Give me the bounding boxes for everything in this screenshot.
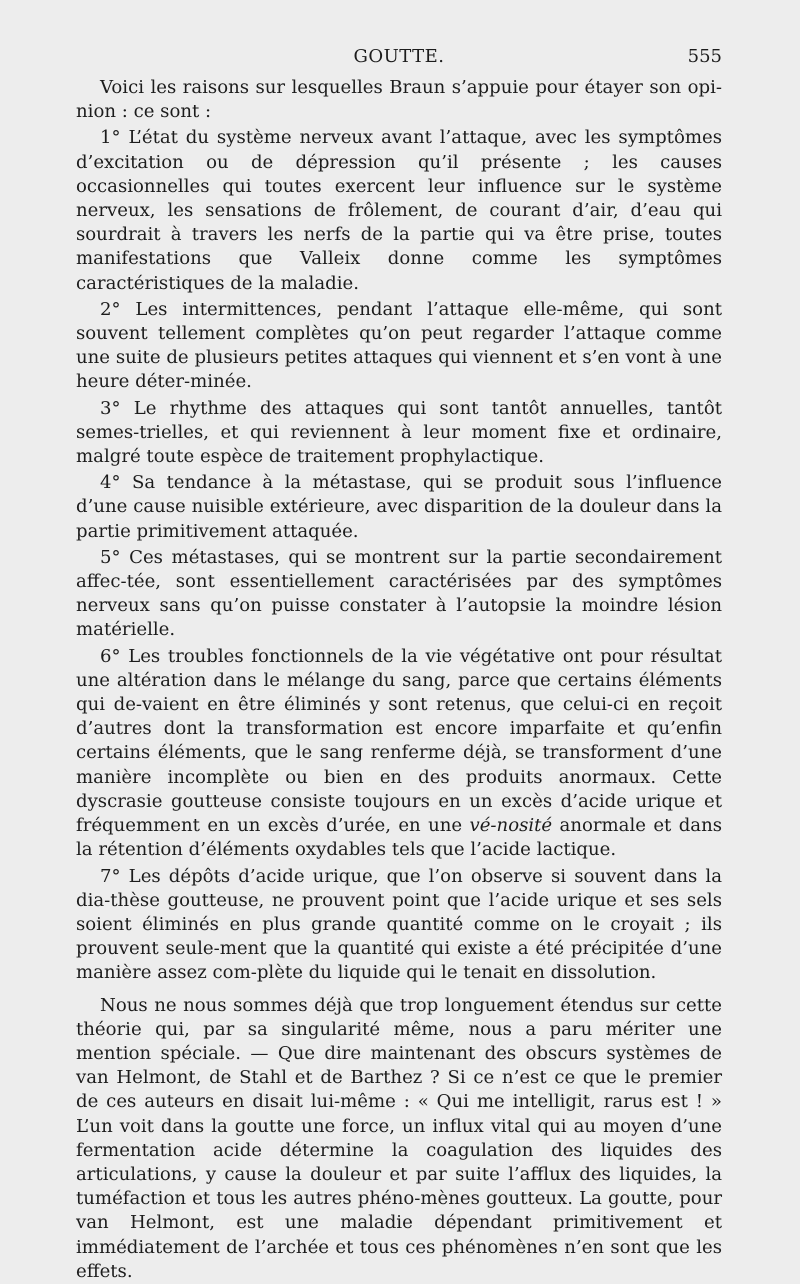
paragraph-point-7: 7° Les dépôts d’acide urique, que l’on observe si souvent dans la dia-thèse goutteuse, ne prouvent point que l’acide urique et ses sels soient éliminés en plus grande quantité comme on le croyait ; ils prouvent seule-ment que la quantité qui existe a été précipitée d’une manière assez com-plète du liquide qui le tenait en dissolution. bbox=[76, 865, 722, 984]
page-number: 555 bbox=[687, 46, 722, 67]
running-header bbox=[76, 46, 722, 76]
paragraph-point-1: 1° L’état du système nerveux avant l’attaque, avec les symptômes d’excitation ou de dépression qu’il présente ; les causes occasionnelles qui toutes exercent leur influence sur le système nerveux, les sensations de frôlement, de courant d’air, d’eau qui sourdrait à travers les nerfs de la partie qui va être prise, toutes manifestations que Valleix donne comme les symptômes caractéristiques de la maladie. bbox=[76, 127, 722, 294]
paragraph-point-4: 4° Sa tendance à la métastase, qui se produit sous l’influence d’une cause nuisible extérieure, avec disparition de la douleur dans la partie primitivement attaquée. bbox=[76, 472, 722, 542]
paragraph-intro: Voici les raisons sur lesquelles Braun s’appuie pour étayer son opi-nion : ce sont : bbox=[76, 77, 722, 123]
running-title: GOUTTE. bbox=[353, 46, 445, 67]
paragraph-conclusion: Nous ne nous sommes déjà que trop longuement étendus sur cette théorie qui, par sa singularité même, nous a paru mériter une mention spéciale. — Que dire maintenant des obscurs systèmes de van Helmont, de Stahl et de Barthez ? Si ce n’est ce que le premier de ces auteurs en disait lui-même : « Qui me intelligit, rarus est ! » L’un voit dans la goutte une force, un influx vital qui au moyen d’une fermentation acide détermine la coagulation des liquides des articulations, y cause la douleur et par suite l’afflux des liquides, la tuméfaction et tous les autres phéno-mènes goutteux. La goutte, pour van Helmont, est une maladie dépendant primitivement et immédiatement de l’archée et tous ces phénomènes n’en sont que les effets. bbox=[76, 994, 722, 1282]
paragraph-point-5: 5° Ces métastases, qui se montrent sur la partie secondairement affec-tée, sont essentiellement caractérisées par des symptômes nerveux sans qu’on puisse constater à l’autopsie la moindre lésion matérielle. bbox=[76, 546, 722, 641]
paragraph-point-3: 3° Le rhythme des attaques qui sont tantôt annuelles, tantôt semes-trielles, et qui reviennent à leur moment fixe et ordinaire, malgré toute espèce de traitement prophylactique. bbox=[76, 397, 722, 468]
page-body bbox=[76, 76, 722, 1284]
paragraph-point-2: 2° Les intermittences, pendant l’attaque elle-même, qui sont souvent tellement complètes qu’on peut regarder l’attaque comme une suite de plusieurs petites attaques qui viennent et s’en vont à une heure déter-minée. bbox=[76, 298, 722, 393]
paragraph-point-6-text-a: 6° Les troubles fonctionnels de la vie végétative ont pour résultat une altération dans le mélange du sang, parce que certains éléments qui de-vaient en être éliminés y sont retenus, que celui-ci en reçoit d’autres dont la transformation est encore imparfaite et qu’enfin certains éléments, que le sang renferme déjà, se transforment d’une manière incomplète ou bien en des produits anormaux. Cette dyscrasie goutteuse consiste toujours en un excès d’acide urique et fréquemment en un excès d’urée, en une bbox=[76, 645, 722, 837]
paragraph-point-6-italic: vé-nosité bbox=[469, 815, 553, 837]
paragraph-point-6 bbox=[76, 645, 722, 863]
paragraph-point-6-text-b: anormale et dans la rétention d’éléments oxydables tels que l’acide lactique. bbox=[76, 815, 723, 861]
